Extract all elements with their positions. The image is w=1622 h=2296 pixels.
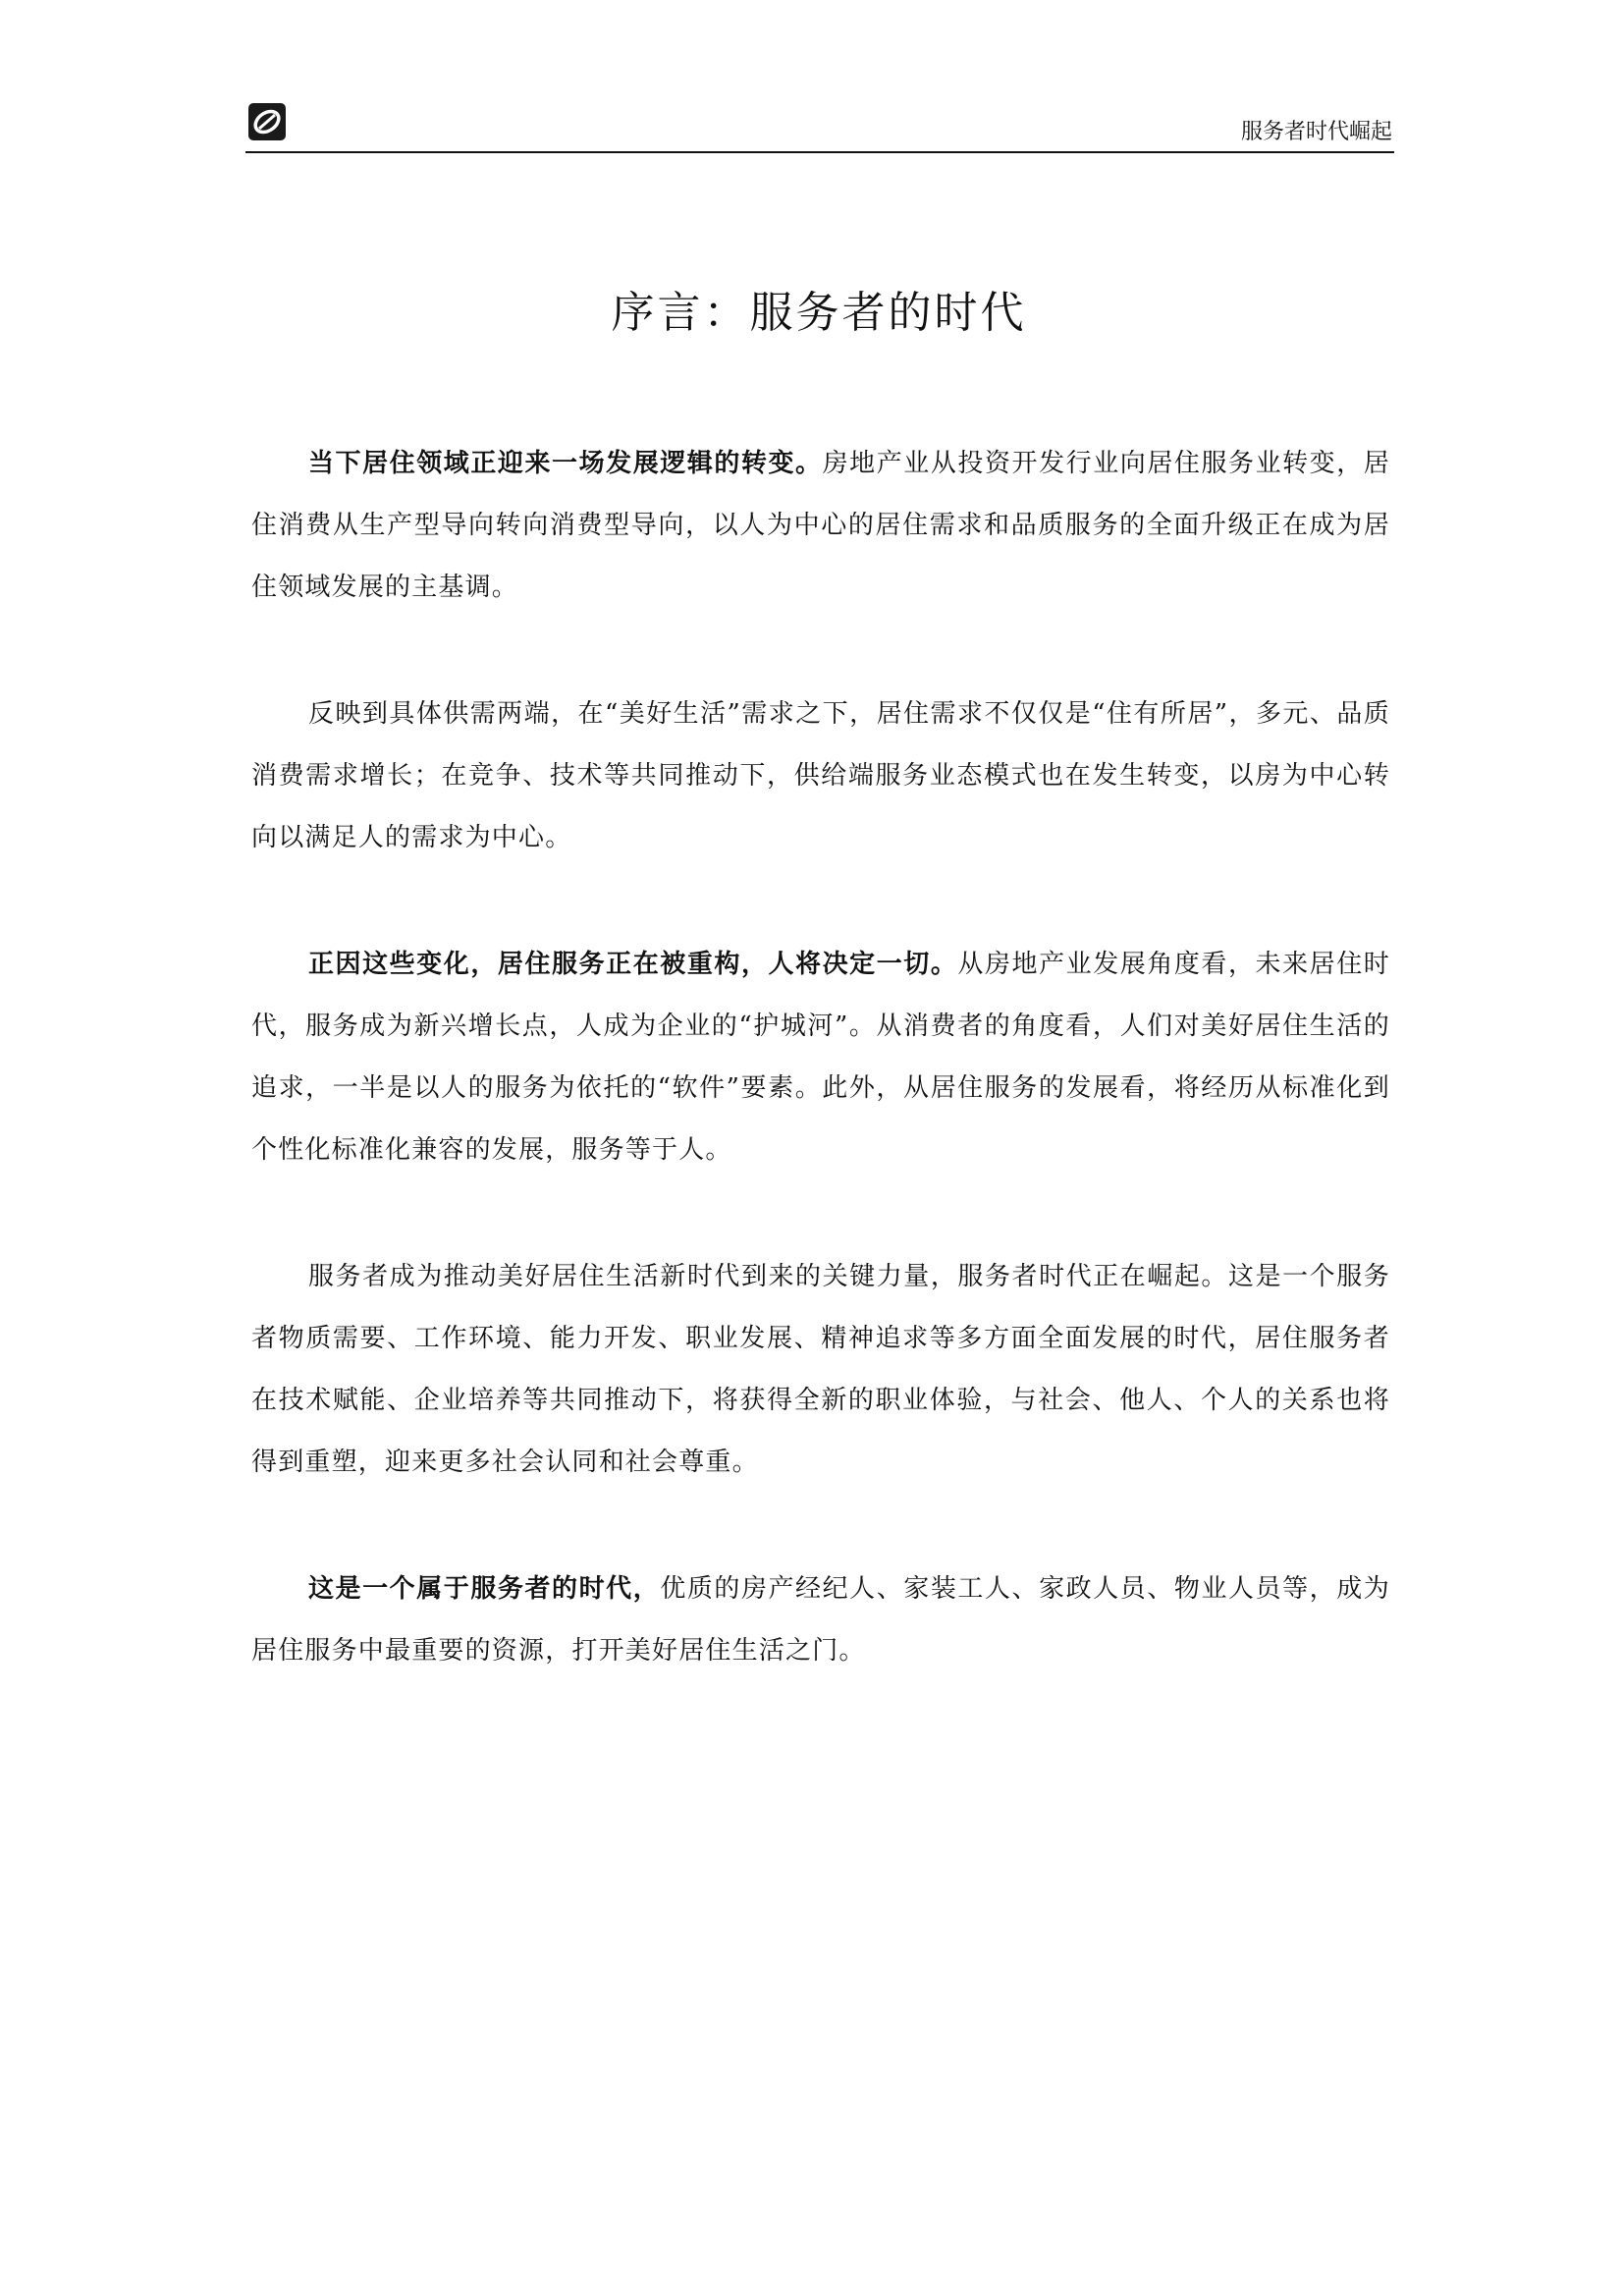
paragraph <box>251 1558 1390 1682</box>
paragraph <box>251 433 1390 619</box>
paragraph-lead: 当下居住领域正迎来一场发展逻辑的转变。 <box>308 449 823 478</box>
document-body <box>251 433 1390 1747</box>
paragraph-lead: 正因这些变化，居住服务正在被重构，人将决定一切。 <box>308 950 958 979</box>
page-title: 序言：服务者的时代 <box>611 288 1027 338</box>
header-title: 服务者时代崛起 <box>1240 120 1392 144</box>
page-header <box>245 94 1394 153</box>
logo-icon <box>247 102 287 141</box>
paragraph-text: 反映到具体供需两端，在“美好生活”需求之下，居住需求不仅仅是“住有所居”，多元、品质消费需求增长；在竞争、技术等共同推动下，供给端服务业态模式也在发生转变，以房为中心转向以满足人的需求为中心。 <box>251 699 1390 852</box>
paragraph-lead: 这是一个属于服务者的时代， <box>308 1574 661 1604</box>
paragraph <box>251 683 1390 869</box>
paragraph-text: 从房地产业发展角度看，未来居住时代，服务成为新兴增长点，人成为企业的“护城河”。从消费者的角度看，人们对美好居住生活的追求，一半是以人的服务为依托的“软件”要素。此外，从居住服务的发展看，将经历从标准化到个性化标准化兼容的发展，服务等于人。 <box>251 950 1390 1165</box>
paragraph <box>251 1246 1390 1494</box>
paragraph-text: 优质的房产经纪人、家装工人、家政人员、物业人员等，成为居住服务中最重要的资源，打开美好居住生活之门。 <box>251 1574 1390 1666</box>
paragraph <box>251 934 1390 1181</box>
paragraph-text: 服务者成为推动美好居住生活新时代到来的关键力量，服务者时代正在崛起。这是一个服务者物质需要、工作环境、能力开发、职业发展、精神追求等多方面全面发展的时代，居住服务者在技术赋能、企业培养等共同推动下，将获得全新的职业体验，与社会、他人、个人的关系也将得到重塑，迎来更多社会认同和社会尊重。 <box>251 1262 1390 1477</box>
paragraph-text: 房地产业从投资开发行业向居住服务业转变，居住消费从生产型导向转向消费型导向，以人为中心的居住需求和品质服务的全面升级正在成为居住领域发展的主基调。 <box>251 449 1390 602</box>
